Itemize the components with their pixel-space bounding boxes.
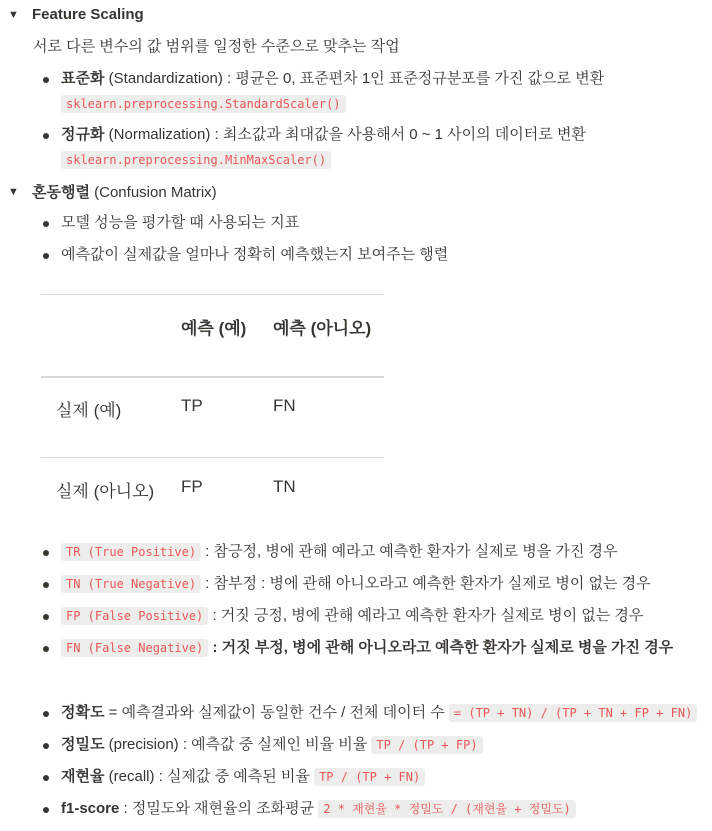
normalization-item bbox=[61, 125, 586, 145]
bullet-icon bbox=[43, 711, 49, 717]
standardization-term: 표준화 bbox=[61, 70, 105, 87]
bullet-icon bbox=[43, 550, 49, 556]
standardization-item bbox=[61, 69, 604, 89]
standardization-text: (Standardization) : 평균은 0, 표준편차 1인 표준정규분포를 가진 값으로 변환 bbox=[104, 70, 605, 87]
tn-code: TN (True Negative) bbox=[61, 575, 201, 593]
table-cell: FN bbox=[273, 396, 296, 415]
definition-fp: FP (False Positive) : 거짓 긍정, 병에 관해 예라고 예측한 환자가 실제로 병이 없는 경우 bbox=[61, 606, 643, 626]
table-divider bbox=[41, 294, 384, 295]
tp-code: TR (True Positive) bbox=[61, 543, 201, 561]
metric-recall: 재현율 (recall) : 실제값 중 예측된 비율 TP / (TP + FN) bbox=[61, 767, 425, 787]
row-header: 실제 (아니오) bbox=[56, 482, 155, 501]
normalization-text: (Normalization) : 최소값과 최대값을 사용해서 0 ~ 1 사이의 데이터로 변환 bbox=[104, 126, 586, 143]
bullet-icon bbox=[43, 133, 49, 139]
row-header: 실제 (예) bbox=[56, 401, 122, 420]
fp-code: FP (False Positive) bbox=[61, 607, 208, 625]
column-header: 예측 (예) bbox=[181, 319, 247, 338]
bullet-icon bbox=[43, 221, 49, 227]
metric-accuracy: 정확도 = 예측결과와 실제값이 동일한 건수 / 전체 데이터 수 = (TP + TN) / (TP + TN + FP + FN) bbox=[61, 703, 697, 723]
standard-scaler-code: sklearn.preprocessing.StandardScaler() bbox=[61, 95, 346, 113]
accuracy-formula-code: = (TP + TN) / (TP + TN + FP + FN) bbox=[449, 704, 697, 722]
table-divider bbox=[41, 457, 384, 458]
bullet-icon bbox=[43, 582, 49, 588]
bullet-icon bbox=[43, 807, 49, 813]
table-cell: FP bbox=[181, 477, 203, 496]
recall-formula-code: TP / (TP + FN) bbox=[314, 768, 425, 786]
f1-formula-code: 2 * 재현율 * 정밀도 / (재현율 + 정밀도) bbox=[318, 800, 575, 818]
precision-formula-code: TP / (TP + FP) bbox=[371, 736, 482, 754]
definition-tp: TR (True Positive) : 참긍정, 병에 관해 예라고 예측한 환자가 실제로 병을 가진 경우 bbox=[61, 542, 617, 562]
bullet-icon bbox=[43, 614, 49, 620]
toggle-triangle-icon[interactable]: ▼ bbox=[8, 185, 19, 198]
minmax-scaler-code: sklearn.preprocessing.MinMaxScaler() bbox=[61, 151, 331, 169]
bullet-icon bbox=[43, 646, 49, 652]
metric-precision: 정밀도 (precision) : 예측값 중 실제인 비율 비율 TP / (TP + FP) bbox=[61, 735, 483, 755]
normalization-term: 정규화 bbox=[61, 126, 105, 143]
list-item: 예측값이 실제값을 얼마나 정확히 예측했는지 보여주는 행렬 bbox=[61, 246, 449, 263]
bullet-icon bbox=[43, 775, 49, 781]
bullet-icon bbox=[43, 77, 49, 83]
bullet-icon bbox=[43, 743, 49, 749]
table-divider bbox=[41, 376, 384, 378]
table-cell: TN bbox=[273, 477, 296, 496]
confusion-matrix-title: 혼동행렬 (Confusion Matrix) bbox=[32, 184, 217, 201]
definition-tn: TN (True Negative) : 참부정 : 병에 관해 아니오라고 예측한 환자가 실제로 병이 없는 경우 bbox=[61, 574, 651, 594]
table-cell: TP bbox=[181, 396, 203, 415]
bullet-icon bbox=[43, 253, 49, 259]
fn-code: FN (False Negative) bbox=[61, 639, 208, 657]
feature-scaling-description: 서로 다른 변수의 값 범위를 일정한 수준으로 맞추는 작업 bbox=[33, 38, 400, 55]
definition-fn: FN (False Negative) : 거짓 부정, 병에 관해 아니오라고 예측한 환자가 실제로 병을 가진 경우 bbox=[61, 638, 673, 658]
metric-f1: f1-score : 정밀도와 재현율의 조화평균 2 * 재현율 * 정밀도 / (재현율 + 정밀도) bbox=[61, 799, 576, 819]
feature-scaling-toggle[interactable] bbox=[8, 6, 144, 23]
list-item: 모델 성능을 평가할 때 사용되는 지표 bbox=[61, 214, 300, 231]
confusion-matrix-toggle[interactable] bbox=[8, 181, 217, 202]
column-header: 예측 (아니오) bbox=[273, 319, 372, 338]
feature-scaling-title: Feature Scaling bbox=[32, 6, 144, 23]
toggle-triangle-icon[interactable]: ▼ bbox=[8, 8, 19, 21]
